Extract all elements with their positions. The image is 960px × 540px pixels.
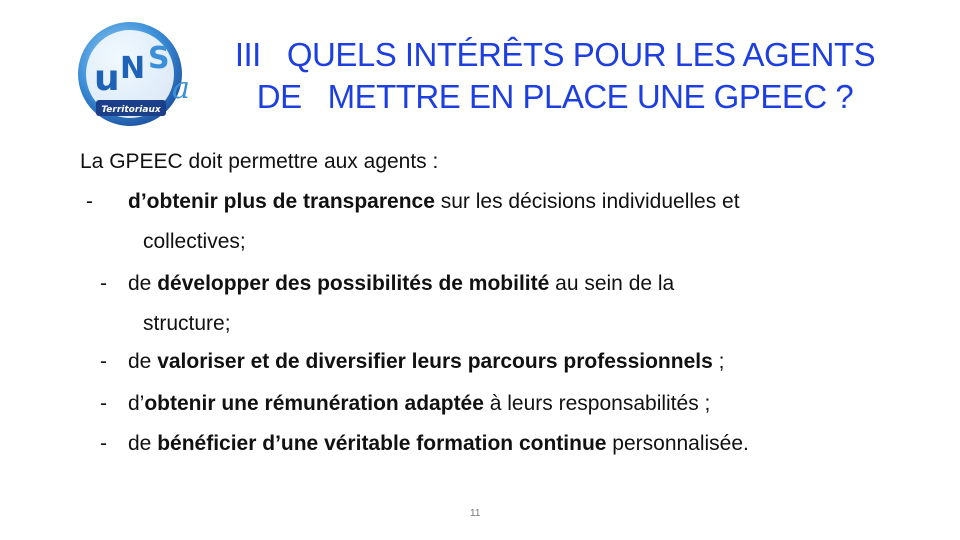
bullet-continuation: collectives;	[143, 230, 246, 253]
svg-text:Territoriaux: Territoriaux	[101, 105, 161, 115]
bullet-dash: -	[86, 190, 93, 213]
intro-text: La GPEEC doit permettre aux agents :	[80, 150, 439, 173]
title-line-1: III QUELS INTÉRÊTS POUR LES AGENTS	[234, 36, 876, 73]
page-number: 11	[470, 508, 481, 519]
bullet-text: de développer des possibilités de mobilité au sein de la	[128, 272, 675, 295]
bullet-dash: -	[100, 392, 107, 415]
bullet-continuation: structure;	[143, 312, 231, 335]
bullet-text: d’obtenir une rémunération adaptée à leurs responsabilités ;	[128, 392, 711, 415]
bullet-dash: -	[100, 350, 107, 373]
title-line-2: DE METTRE EN PLACE UNE GPEEC ?	[256, 78, 854, 115]
svg-text:a: a	[172, 71, 190, 106]
bullet-text: de bénéficier d’une véritable formation continue personnalisée.	[128, 432, 749, 455]
svg-text:S: S	[148, 41, 170, 76]
page-title	[160, 34, 950, 118]
bullet-dash: -	[100, 432, 107, 455]
bullet-dash: -	[100, 272, 107, 295]
bullet-text: d’obtenir plus de transparence sur les décisions individuelles et	[128, 190, 740, 213]
bullet-text: de valoriser et de diversifier leurs parcours professionnels ;	[128, 350, 725, 373]
svg-text:u: u	[94, 58, 120, 99]
svg-text:N: N	[120, 51, 146, 86]
